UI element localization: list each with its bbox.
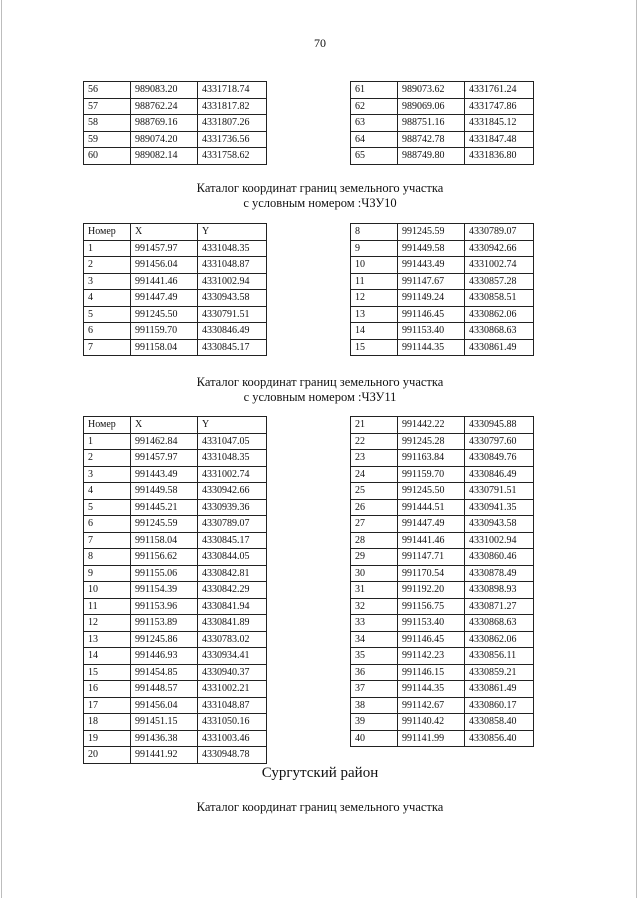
x-coordinate-cell: 991449.58 [131,483,198,500]
table-row [84,582,267,599]
point-number-cell: 29 [351,549,398,566]
y-coordinate-cell: 4330868.63 [465,615,534,632]
x-coordinate-cell: 988742.78 [398,131,465,148]
table-row [351,290,534,307]
point-number-cell: 4 [84,290,131,307]
x-coordinate-cell: 991144.35 [398,339,465,356]
point-number-cell: 1 [84,240,131,257]
table-row [84,466,267,483]
y-coordinate-cell: 4331817.82 [198,98,267,115]
catalog-heading-line1: Каталог координат границ земельного участка [196,375,444,389]
catalog-heading-line2: с условным номером :ЧЗУ11 [243,390,397,404]
point-number-cell: 10 [351,257,398,274]
x-coordinate-cell: X [131,224,198,241]
catalog-heading-chzu10 [0,181,640,211]
y-coordinate-cell: 4330846.49 [465,466,534,483]
y-coordinate-cell: 4330844.05 [198,549,267,566]
table-row [351,615,534,632]
x-coordinate-cell: 991245.28 [398,433,465,450]
point-number-cell: 21 [351,417,398,434]
y-coordinate-cell: 4330862.06 [465,306,534,323]
x-coordinate-cell: 991441.46 [131,273,198,290]
table-row [351,323,534,340]
point-number-cell: 4 [84,483,131,500]
x-coordinate-cell: 991155.06 [131,565,198,582]
y-coordinate-cell: 4330941.35 [465,499,534,516]
y-coordinate-cell: 4330842.29 [198,582,267,599]
x-coordinate-cell: 991443.49 [131,466,198,483]
point-number-cell: 28 [351,532,398,549]
table-row [84,273,267,290]
table-row [351,714,534,731]
y-coordinate-cell: 4331747.86 [465,98,534,115]
y-coordinate-cell: Y [198,417,267,434]
point-number-cell: 12 [84,615,131,632]
point-number-cell: 36 [351,664,398,681]
point-number-cell: 14 [84,648,131,665]
table-row [84,681,267,698]
table-row [84,224,267,241]
table-row [351,532,534,549]
table-row [351,466,534,483]
table-row [351,115,534,132]
y-coordinate-cell: 4331836.80 [465,148,534,165]
table-row [351,582,534,599]
x-coordinate-cell: 991454.85 [131,664,198,681]
y-coordinate-cell: 4330934.41 [198,648,267,665]
x-coordinate-cell: 991158.04 [131,339,198,356]
x-coordinate-cell: 991159.70 [131,323,198,340]
table-row [84,339,267,356]
y-coordinate-cell: 4330898.93 [465,582,534,599]
point-number-cell: 59 [84,131,131,148]
table-row [84,290,267,307]
table-row [351,339,534,356]
coords-table-block1-left [83,81,267,165]
x-coordinate-cell: 991144.35 [398,681,465,698]
y-coordinate-cell: 4330945.88 [465,417,534,434]
table-row [84,82,267,99]
y-coordinate-cell: 4331845.12 [465,115,534,132]
y-coordinate-cell: 4331758.62 [198,148,267,165]
x-coordinate-cell: 991448.57 [131,681,198,698]
point-number-cell: 34 [351,631,398,648]
point-number-cell: 23 [351,450,398,467]
y-coordinate-cell: 4331847.48 [465,131,534,148]
table-row [351,450,534,467]
x-coordinate-cell: 991456.04 [131,257,198,274]
table-row [351,306,534,323]
x-coordinate-cell: 991140.42 [398,714,465,731]
y-coordinate-cell: 4330789.07 [198,516,267,533]
y-coordinate-cell: 4330846.49 [198,323,267,340]
coords-table-chzu11-right [350,416,534,747]
point-number-cell: 3 [84,466,131,483]
table-row [351,598,534,615]
point-number-cell: 39 [351,714,398,731]
x-coordinate-cell: 991462.84 [131,433,198,450]
point-number-cell: 5 [84,306,131,323]
x-coordinate-cell: 991154.39 [131,582,198,599]
y-coordinate-cell: 4330943.58 [465,516,534,533]
y-coordinate-cell: 4331002.94 [465,532,534,549]
point-number-cell: 56 [84,82,131,99]
x-coordinate-cell: 991142.67 [398,697,465,714]
y-coordinate-cell: 4331002.74 [465,257,534,274]
point-number-cell: 10 [84,582,131,599]
x-coordinate-cell: 991146.45 [398,631,465,648]
x-coordinate-cell: 991451.15 [131,714,198,731]
table-row [84,730,267,747]
point-number-cell: Номер [84,224,131,241]
x-coordinate-cell: 991446.93 [131,648,198,665]
table-row [351,697,534,714]
table-row [84,516,267,533]
point-number-cell: Номер [84,417,131,434]
x-coordinate-cell: 991443.49 [398,257,465,274]
table-row [351,681,534,698]
y-coordinate-cell: 4331002.94 [198,273,267,290]
y-coordinate-cell: 4330943.58 [198,290,267,307]
table-row [351,98,534,115]
x-coordinate-cell: 991445.21 [131,499,198,516]
table-row [84,98,267,115]
coords-table-chzu10-left [83,223,267,356]
y-coordinate-cell: 4331807.26 [198,115,267,132]
y-coordinate-cell: 4330861.49 [465,339,534,356]
table-row [351,565,534,582]
y-coordinate-cell: 4331736.56 [198,131,267,148]
point-number-cell: 27 [351,516,398,533]
coords-table-chzu10-right [350,223,534,356]
y-coordinate-cell: 4330789.07 [465,224,534,241]
x-coordinate-cell: 991441.92 [131,747,198,764]
y-coordinate-cell: 4330856.11 [465,648,534,665]
point-number-cell: 22 [351,433,398,450]
y-coordinate-cell: Y [198,224,267,241]
x-coordinate-cell: 991146.15 [398,664,465,681]
table-row [84,115,267,132]
point-number-cell: 16 [84,681,131,698]
y-coordinate-cell: 4330858.40 [465,714,534,731]
y-coordinate-cell: 4331002.74 [198,466,267,483]
x-coordinate-cell: 991170.54 [398,565,465,582]
point-number-cell: 61 [351,82,398,99]
table-row [351,273,534,290]
table-row [351,730,534,747]
x-coordinate-cell: 991147.67 [398,273,465,290]
region-title: Сургутский район [261,765,379,781]
x-coordinate-cell: 991156.75 [398,598,465,615]
point-number-cell: 12 [351,290,398,307]
point-number-cell: 9 [84,565,131,582]
table-row [351,148,534,165]
x-coordinate-cell: 991436.38 [131,730,198,747]
point-number-cell: 7 [84,532,131,549]
point-number-cell: 15 [351,339,398,356]
table-row [351,131,534,148]
y-coordinate-cell: 4331050.16 [198,714,267,731]
point-number-cell: 2 [84,257,131,274]
x-coordinate-cell: 991245.86 [131,631,198,648]
point-number-cell: 3 [84,273,131,290]
table-row [84,257,267,274]
point-number-cell: 13 [351,306,398,323]
point-number-cell: 11 [84,598,131,615]
x-coordinate-cell: 991149.24 [398,290,465,307]
table-row [84,148,267,165]
point-number-cell: 35 [351,648,398,665]
table-row [351,433,534,450]
y-coordinate-cell: 4330862.06 [465,631,534,648]
x-coordinate-cell: 991449.58 [398,240,465,257]
x-coordinate-cell: 991156.62 [131,549,198,566]
point-number-cell: 6 [84,323,131,340]
point-number-cell: 14 [351,323,398,340]
y-coordinate-cell: 4331003.46 [198,730,267,747]
scan-edge-right [636,0,637,898]
y-coordinate-cell: 4330871.27 [465,598,534,615]
table-row [84,549,267,566]
point-number-cell: 13 [84,631,131,648]
table-row [84,631,267,648]
x-coordinate-cell: 991153.96 [131,598,198,615]
coords-table-block1-right [350,81,534,165]
y-coordinate-cell: 4331047.05 [198,433,267,450]
table-row [84,417,267,434]
y-coordinate-cell: 4330845.17 [198,532,267,549]
table-row [84,433,267,450]
y-coordinate-cell: 4330841.94 [198,598,267,615]
point-number-cell: 64 [351,131,398,148]
x-coordinate-cell: 989074.20 [131,131,198,148]
x-coordinate-cell: 989073.62 [398,82,465,99]
point-number-cell: 37 [351,681,398,698]
table-row [84,598,267,615]
x-coordinate-cell: 988749.80 [398,148,465,165]
y-coordinate-cell: 4330841.89 [198,615,267,632]
y-coordinate-cell: 4330948.78 [198,747,267,764]
footer-catalog-heading: Каталог координат границ земельного участка [196,800,444,814]
table-row [351,82,534,99]
point-number-cell: 65 [351,148,398,165]
point-number-cell: 18 [84,714,131,731]
table-row [84,697,267,714]
point-number-cell: 60 [84,148,131,165]
y-coordinate-cell: 4330861.49 [465,681,534,698]
x-coordinate-cell: 991245.59 [131,516,198,533]
x-coordinate-cell: 991163.84 [398,450,465,467]
catalog-heading-line1: Каталог координат границ земельного участка [196,181,444,195]
coords-table-chzu11-left [83,416,267,764]
x-coordinate-cell: 989083.20 [131,82,198,99]
point-number-cell: 8 [351,224,398,241]
table-row [351,224,534,241]
point-number-cell: 32 [351,598,398,615]
point-number-cell: 7 [84,339,131,356]
y-coordinate-cell: 4330878.49 [465,565,534,582]
table-row [84,565,267,582]
x-coordinate-cell: 988751.16 [398,115,465,132]
y-coordinate-cell: 4330860.17 [465,697,534,714]
x-coordinate-cell: 991442.22 [398,417,465,434]
point-number-cell: 11 [351,273,398,290]
y-coordinate-cell: 4330858.51 [465,290,534,307]
point-number-cell: 31 [351,582,398,599]
table-row [84,131,267,148]
y-coordinate-cell: 4330845.17 [198,339,267,356]
point-number-cell: 19 [84,730,131,747]
y-coordinate-cell: 4330942.66 [198,483,267,500]
y-coordinate-cell: 4330791.51 [465,483,534,500]
x-coordinate-cell: 988769.16 [131,115,198,132]
x-coordinate-cell: 991159.70 [398,466,465,483]
x-coordinate-cell: 991457.97 [131,240,198,257]
y-coordinate-cell: 4331761.24 [465,82,534,99]
y-coordinate-cell: 4330797.60 [465,433,534,450]
y-coordinate-cell: 4331718.74 [198,82,267,99]
x-coordinate-cell: 991158.04 [131,532,198,549]
table-row [351,240,534,257]
y-coordinate-cell: 4331048.35 [198,450,267,467]
table-row [84,664,267,681]
scan-edge-left [1,0,2,898]
catalog-heading-line2: с условным номером :ЧЗУ10 [243,196,397,210]
x-coordinate-cell: 991146.45 [398,306,465,323]
x-coordinate-cell: 991444.51 [398,499,465,516]
point-number-cell: 25 [351,483,398,500]
x-coordinate-cell: 991441.46 [398,532,465,549]
y-coordinate-cell: 4330940.37 [198,664,267,681]
point-number-cell: 57 [84,98,131,115]
table-row [351,257,534,274]
point-number-cell: 62 [351,98,398,115]
y-coordinate-cell: 4330849.76 [465,450,534,467]
point-number-cell: 8 [84,549,131,566]
y-coordinate-cell: 4331002.21 [198,681,267,698]
x-coordinate-cell: 991192.20 [398,582,465,599]
y-coordinate-cell: 4330791.51 [198,306,267,323]
x-coordinate-cell: 988762.24 [131,98,198,115]
x-coordinate-cell: 989069.06 [398,98,465,115]
point-number-cell: 58 [84,115,131,132]
point-number-cell: 15 [84,664,131,681]
x-coordinate-cell: 991245.50 [131,306,198,323]
x-coordinate-cell: 991245.50 [398,483,465,500]
point-number-cell: 2 [84,450,131,467]
x-coordinate-cell: 991153.89 [131,615,198,632]
x-coordinate-cell: 991147.71 [398,549,465,566]
x-coordinate-cell: X [131,417,198,434]
x-coordinate-cell: 991153.40 [398,323,465,340]
page-number: 70 [314,36,326,50]
x-coordinate-cell: 991447.49 [131,290,198,307]
point-number-cell: 33 [351,615,398,632]
table-row [351,516,534,533]
point-number-cell: 38 [351,697,398,714]
y-coordinate-cell: 4330859.21 [465,664,534,681]
y-coordinate-cell: 4330857.28 [465,273,534,290]
y-coordinate-cell: 4331048.87 [198,697,267,714]
x-coordinate-cell: 991447.49 [398,516,465,533]
y-coordinate-cell: 4330868.63 [465,323,534,340]
table-row [84,483,267,500]
table-row [84,306,267,323]
catalog-heading-chzu11 [0,375,640,405]
x-coordinate-cell: 991142.23 [398,648,465,665]
point-number-cell: 9 [351,240,398,257]
table-row [84,532,267,549]
table-row [84,615,267,632]
table-row [84,323,267,340]
point-number-cell: 5 [84,499,131,516]
y-coordinate-cell: 4330842.81 [198,565,267,582]
x-coordinate-cell: 991456.04 [131,697,198,714]
table-row [84,714,267,731]
x-coordinate-cell: 991457.97 [131,450,198,467]
point-number-cell: 24 [351,466,398,483]
y-coordinate-cell: 4331048.87 [198,257,267,274]
table-row [84,240,267,257]
y-coordinate-cell: 4330939.36 [198,499,267,516]
point-number-cell: 63 [351,115,398,132]
table-row [351,417,534,434]
y-coordinate-cell: 4330783.02 [198,631,267,648]
table-row [351,483,534,500]
point-number-cell: 6 [84,516,131,533]
y-coordinate-cell: 4330856.40 [465,730,534,747]
x-coordinate-cell: 991245.59 [398,224,465,241]
table-row [84,747,267,764]
table-row [84,648,267,665]
y-coordinate-cell: 4330942.66 [465,240,534,257]
point-number-cell: 20 [84,747,131,764]
y-coordinate-cell: 4330860.46 [465,549,534,566]
table-row [84,450,267,467]
point-number-cell: 17 [84,697,131,714]
y-coordinate-cell: 4331048.35 [198,240,267,257]
point-number-cell: 1 [84,433,131,450]
point-number-cell: 40 [351,730,398,747]
x-coordinate-cell: 991141.99 [398,730,465,747]
x-coordinate-cell: 989082.14 [131,148,198,165]
table-row [351,549,534,566]
x-coordinate-cell: 991153.40 [398,615,465,632]
table-row [84,499,267,516]
table-row [351,631,534,648]
point-number-cell: 30 [351,565,398,582]
table-row [351,664,534,681]
point-number-cell: 26 [351,499,398,516]
table-row [351,499,534,516]
table-row [351,648,534,665]
